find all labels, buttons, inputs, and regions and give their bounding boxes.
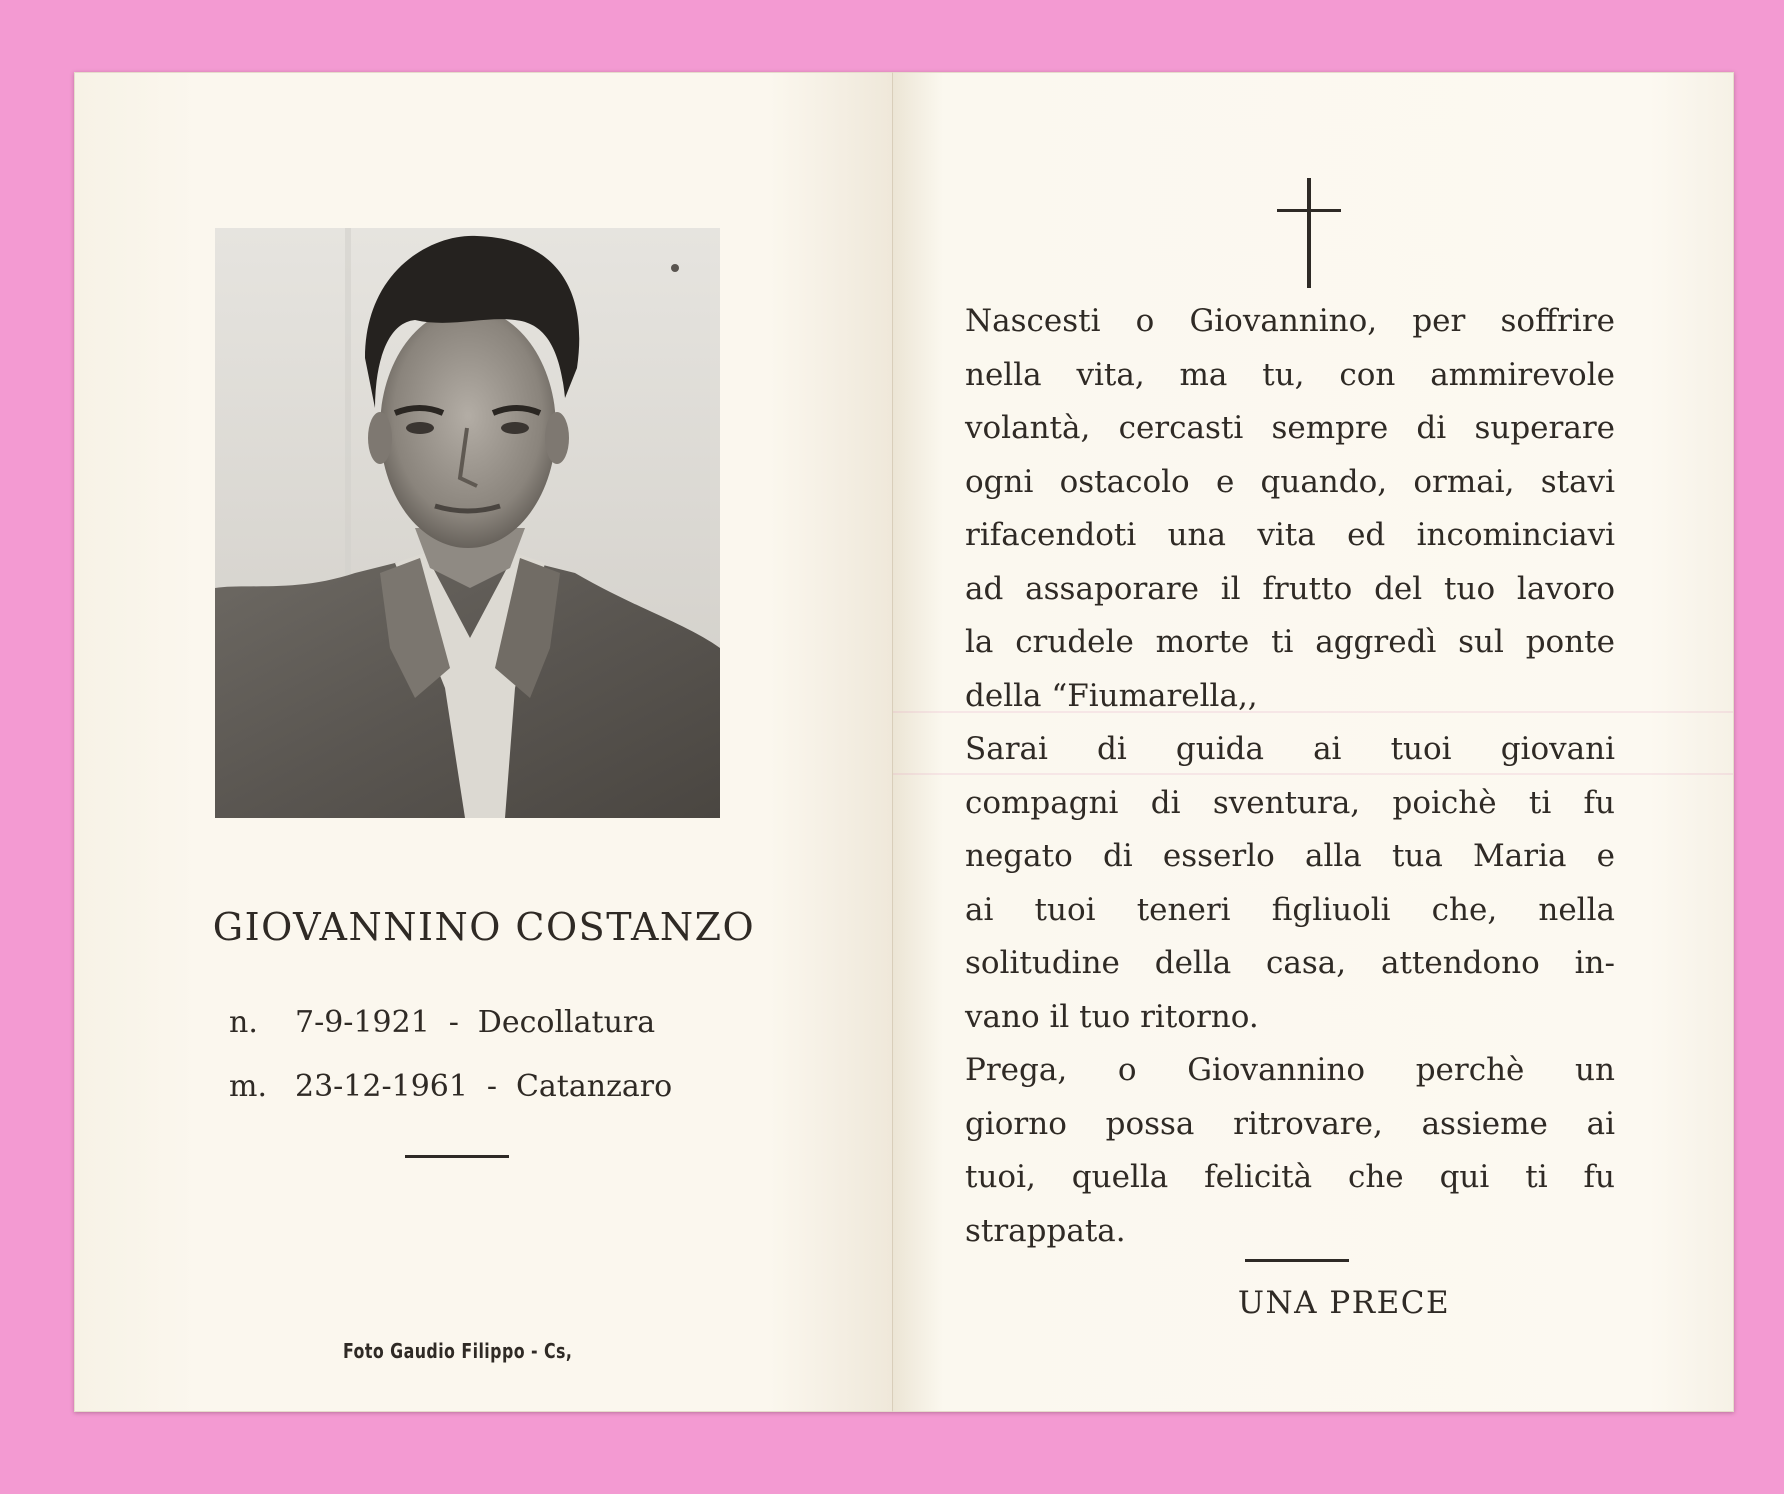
verse-line: solitudine della casa, attendono in- [965, 945, 1615, 981]
memorial-card [74, 72, 1734, 1412]
verse-line: ogni ostacolo e quando, ormai, stavi [965, 463, 1615, 500]
death-place: Catanzaro [515, 1069, 673, 1104]
cross-icon [1277, 178, 1341, 288]
verse-line: tuoi, quella felicità che qui ti fu [965, 1159, 1615, 1195]
death-separator: - [486, 1069, 498, 1104]
verse-line: la crudele morte ti aggredì sul ponte [965, 624, 1615, 660]
deceased-name: GIOVANNINO COSTANZO [212, 905, 756, 949]
birth-label: n. [229, 1005, 258, 1040]
left-divider [405, 1155, 509, 1158]
verse-line: Prega, o Giovannino perchè un [965, 1052, 1615, 1088]
verse-line: compagni di sventura, poichè ti fu [965, 784, 1615, 821]
memorial-verse [965, 295, 1615, 1258]
closing-prayer: UNA PRECE [1237, 1285, 1451, 1321]
verse-line: ad assaporare il frutto del tuo lavoro [965, 570, 1615, 607]
death-row [229, 1055, 672, 1119]
verse-line: rifacendoti una vita ed incominciavi [965, 517, 1615, 553]
portrait-photo [215, 228, 720, 818]
birth-separator: - [448, 1005, 459, 1040]
verse-line: nella vita, ma tu, con ammirevole [965, 356, 1615, 393]
verse-line: volantà, cercasti sempre di superare [965, 410, 1615, 446]
portrait-image [215, 228, 720, 818]
death-label: m. [229, 1069, 267, 1104]
verse-line: giorno possa ritrovare, assieme ai [965, 1105, 1615, 1142]
left-panel [74, 72, 892, 1412]
verse-line: vano il tuo ritorno. [965, 998, 1259, 1035]
birth-date: 7-9-1921 [295, 1005, 430, 1040]
verse-line: Nascesti o Giovannino, per soffrire [965, 303, 1615, 339]
birth-row [229, 991, 672, 1055]
verse-line: della “Fiumarella,, [965, 677, 1258, 714]
life-dates [229, 991, 672, 1119]
verse-line: negato di esserlo alla tua Maria e [965, 838, 1615, 874]
verse-line: ai tuoi teneri figliuoli che, nella [965, 891, 1615, 928]
photo-credit: Foto Gaudio Filippo - Cs, [343, 1339, 573, 1363]
right-divider [1245, 1259, 1349, 1262]
birth-place: Decollatura [477, 1005, 656, 1040]
verse-line: Sarai di guida ai tuoi giovani [965, 731, 1615, 767]
right-panel [892, 72, 1734, 1412]
death-date: 23-12-1961 [295, 1069, 468, 1104]
verse-line: strappata. [965, 1212, 1126, 1249]
